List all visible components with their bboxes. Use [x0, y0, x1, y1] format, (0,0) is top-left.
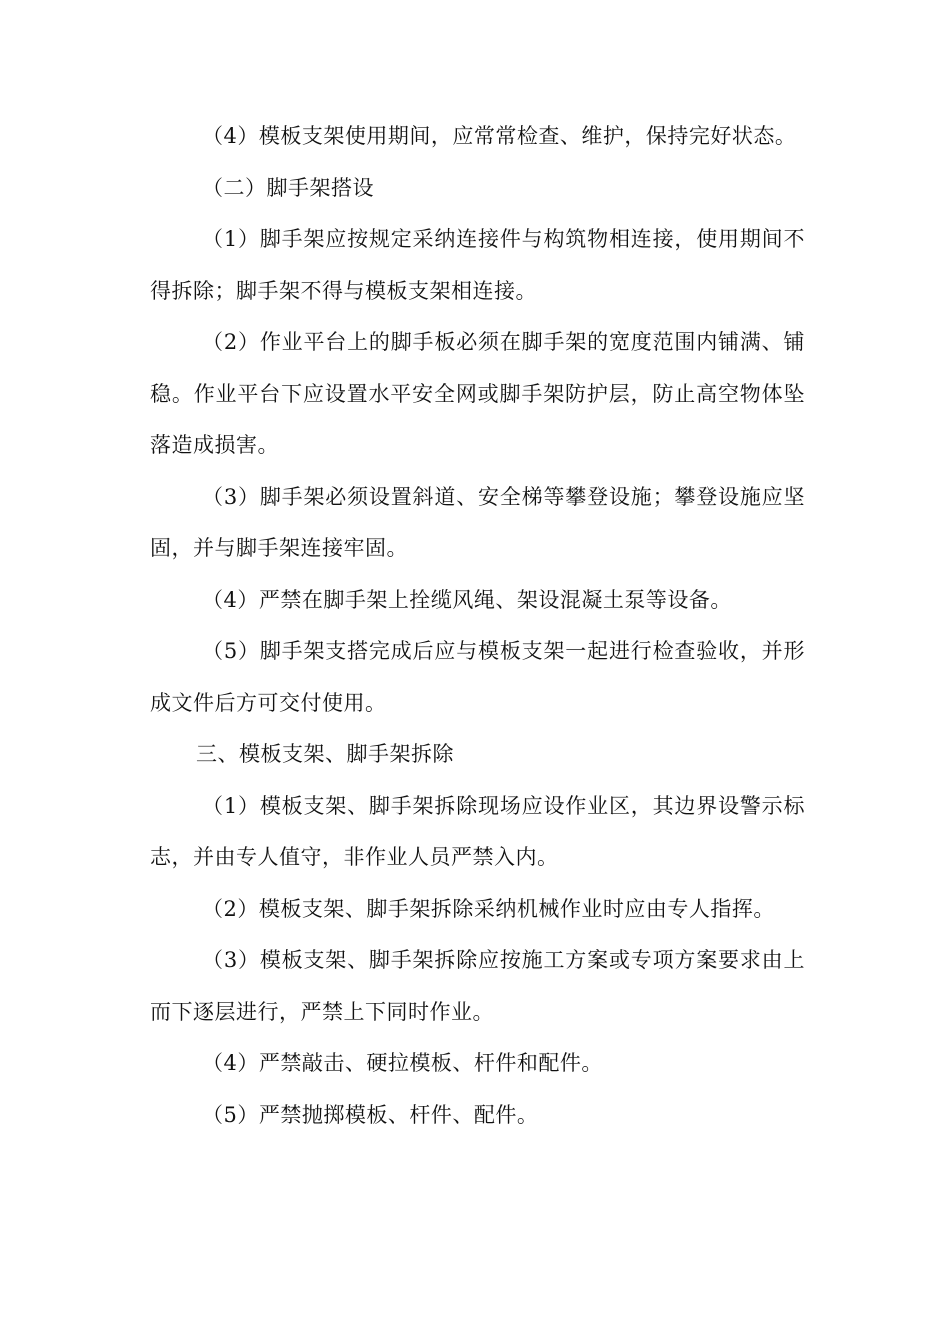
paragraph-work-platform: （2）作业平台上的脚手板必须在脚手架的宽度范围内铺满、铺稳。作业平台下应设置水平安全网或脚手架防护层，防止高空物体坠落造成损害。	[150, 330, 805, 457]
paragraph-dismantle-order: （3）模板支架、脚手架拆除应按施工方案或专项方案要求由上而下逐层进行，严禁上下同时作业。	[150, 948, 805, 1024]
paragraph-scaffold-connection: （1）脚手架应按规定采纳连接件与构筑物相连接，使用期间不得拆除；脚手架不得与模板支架相连接。	[150, 227, 805, 303]
paragraph-climbing-facilities: （3）脚手架必须设置斜道、安全梯等攀登设施；攀登设施应坚固，并与脚手架连接牢固。	[150, 484, 805, 560]
paragraph-work-zone: （1）模板支架、脚手架拆除现场应设作业区，其边界设警示标志，并由专人值守，非作业人员严禁入内。	[150, 793, 805, 869]
paragraph-no-striking: （4）严禁敲击、硬拉模板、杆件和配件。	[202, 1051, 603, 1075]
document-body	[150, 111, 805, 1141]
paragraph-inspection-acceptance: （5）脚手架支搭完成后应与模板支架一起进行检查验收，并形成文件后方可交付使用。	[150, 639, 805, 715]
section-heading-scaffold-erection: （二）脚手架搭设	[202, 175, 374, 200]
paragraph-no-throwing: （5）严禁抛掷模板、杆件、配件。	[202, 1102, 539, 1127]
paragraph-machine-command: （2）模板支架、脚手架拆除采纳机械作业时应由专人指挥。	[202, 896, 775, 921]
section-heading-dismantling: 三、模板支架、脚手架拆除	[196, 742, 454, 766]
paragraph-prohibited-equipment: （4）严禁在脚手架上拴缆风绳、架设混凝土泵等设备。	[202, 587, 732, 612]
paragraph-formwork-inspection: （4）模板支架使用期间，应常常检查、维护，保持完好状态。	[202, 124, 797, 148]
